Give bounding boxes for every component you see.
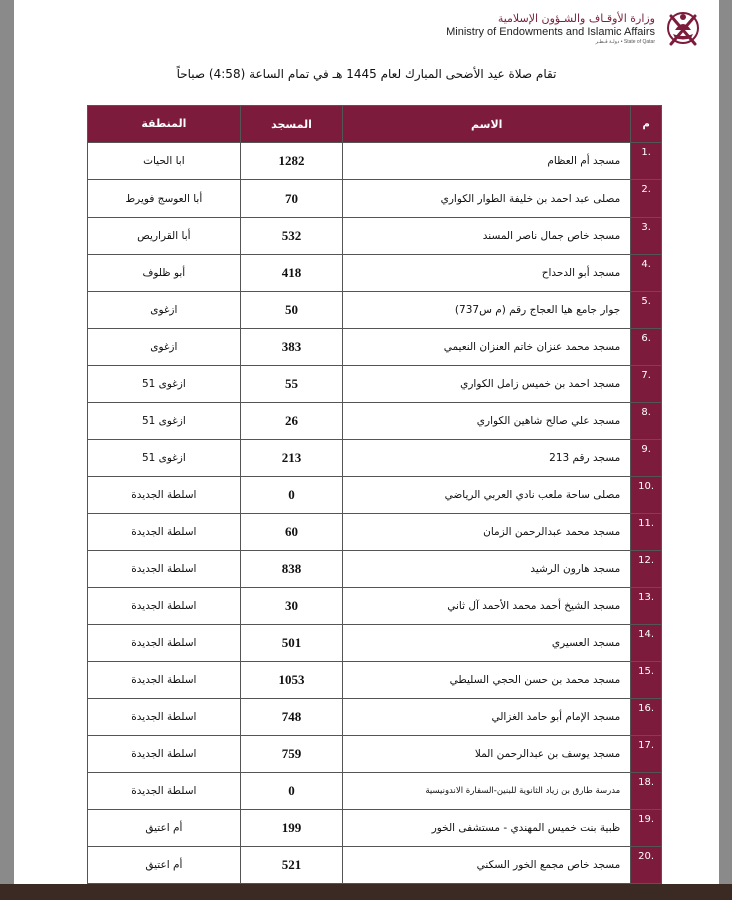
row-area: ابا الحيات	[88, 143, 241, 180]
row-name: مصلى عبد احمد بن خليفة الطوار الكواري	[343, 180, 631, 218]
table-row	[88, 403, 662, 440]
header-area: المنطقة	[88, 106, 241, 143]
ministry-header	[446, 8, 705, 58]
row-count: 1282	[240, 143, 343, 180]
table-row	[88, 218, 662, 255]
row-count: 30	[240, 588, 343, 625]
mosques-table	[87, 105, 662, 884]
row-name: مسجد هارون الرشيد	[343, 551, 631, 588]
row-num: .5	[631, 292, 662, 329]
row-count: 60	[240, 514, 343, 551]
row-name: مسجد علي صالح شاهين الكواري	[343, 403, 631, 440]
row-area: ازغوى	[88, 292, 241, 329]
row-name: مصلى ساحة ملعب نادي العربي الرياضي	[343, 477, 631, 514]
viewer-bottom-bar	[0, 884, 732, 900]
row-area: اسلطة الجديدة	[88, 699, 241, 736]
table-row	[88, 551, 662, 588]
table-row	[88, 329, 662, 366]
row-area: ازغوى 51	[88, 440, 241, 477]
row-count: 532	[240, 218, 343, 255]
row-area: ازغوى 51	[88, 366, 241, 403]
row-area: أبا القراريص	[88, 218, 241, 255]
row-num: .1	[631, 143, 662, 180]
table-row	[88, 736, 662, 773]
row-num: .13	[631, 588, 662, 625]
row-area: اسلطة الجديدة	[88, 625, 241, 662]
row-area: اسلطة الجديدة	[88, 736, 241, 773]
table-row	[88, 847, 662, 884]
ministry-name-block	[446, 12, 655, 46]
row-name: جوار جامع هيا العجاج رقم (م س737)	[343, 292, 631, 329]
row-num: .3	[631, 218, 662, 255]
row-name: مسجد الشيخ أحمد محمد الأحمد آل ثاني	[343, 588, 631, 625]
row-name: مدرسة طارق بن زياد الثانوية للبنين-السفارة الاندونيسية	[343, 773, 631, 810]
row-area: اسلطة الجديدة	[88, 477, 241, 514]
row-count: 55	[240, 366, 343, 403]
table-row	[88, 773, 662, 810]
row-count: 521	[240, 847, 343, 884]
row-num: .14	[631, 625, 662, 662]
row-count: 383	[240, 329, 343, 366]
row-name: مسجد أم العظام	[343, 143, 631, 180]
row-num: .12	[631, 551, 662, 588]
row-count: 0	[240, 477, 343, 514]
row-name: مسجد خاص مجمع الخور السكني	[343, 847, 631, 884]
table-row	[88, 625, 662, 662]
row-area: أبو ظلوف	[88, 255, 241, 292]
header-num: م	[631, 106, 662, 143]
header-count: المسجد	[240, 106, 343, 143]
row-num: .8	[631, 403, 662, 440]
row-num: .7	[631, 366, 662, 403]
row-count: 199	[240, 810, 343, 847]
row-area: ازغوى	[88, 329, 241, 366]
row-name: مسجد محمد عنزان خاتم العنزان النعيمي	[343, 329, 631, 366]
ministry-name-arabic: وزارة الأوقـاف والشـؤون الإسلامية	[497, 12, 655, 25]
table-header-row	[88, 106, 662, 143]
row-area: اسلطة الجديدة	[88, 773, 241, 810]
row-num: .16	[631, 699, 662, 736]
row-area: أم اعتيق	[88, 810, 241, 847]
row-count: 0	[240, 773, 343, 810]
table-body	[88, 143, 662, 884]
table-row	[88, 366, 662, 403]
document-title: تقام صلاة عيد الأضحى المبارك لعام 1445 هـ في تمام الساعة (4:58) صباحاً	[176, 67, 557, 81]
row-count: 838	[240, 551, 343, 588]
table-row	[88, 180, 662, 218]
row-num: .4	[631, 255, 662, 292]
row-area: اسلطة الجديدة	[88, 662, 241, 699]
row-num: .15	[631, 662, 662, 699]
row-name: مسجد يوسف بن عبدالرحمن الملا	[343, 736, 631, 773]
header-name: الاسم	[343, 106, 631, 143]
row-area: اسلطة الجديدة	[88, 514, 241, 551]
row-count: 1053	[240, 662, 343, 699]
row-name: مسجد العسيري	[343, 625, 631, 662]
row-name: مسجد الإمام أبو حامد الغزالي	[343, 699, 631, 736]
row-count: 26	[240, 403, 343, 440]
table-row	[88, 699, 662, 736]
row-num: .10	[631, 477, 662, 514]
row-num: .6	[631, 329, 662, 366]
row-area: أم اعتيق	[88, 847, 241, 884]
row-name: مسجد احمد بن خميس زامل الكواري	[343, 366, 631, 403]
row-num: .17	[631, 736, 662, 773]
row-num: .11	[631, 514, 662, 551]
row-num: .19	[631, 810, 662, 847]
document-page	[14, 0, 719, 884]
row-name: مسجد محمد بن حسن الحجي السليطي	[343, 662, 631, 699]
table-row	[88, 588, 662, 625]
ministry-name-english: Ministry of Endowments and Islamic Affairs	[446, 26, 655, 38]
row-num: .2	[631, 180, 662, 218]
row-num: .18	[631, 773, 662, 810]
qatar-emblem-icon	[661, 8, 705, 52]
row-count: 748	[240, 699, 343, 736]
row-name: مسجد خاص جمال ناصر المسند	[343, 218, 631, 255]
table-row	[88, 514, 662, 551]
row-area: اسلطة الجديدة	[88, 588, 241, 625]
row-count: 418	[240, 255, 343, 292]
table-row	[88, 477, 662, 514]
row-count: 50	[240, 292, 343, 329]
state-of-qatar: State of Qatar • دولـة قـطـر	[595, 39, 655, 45]
row-count: 759	[240, 736, 343, 773]
row-num: .20	[631, 847, 662, 884]
row-count: 70	[240, 180, 343, 218]
table-row	[88, 143, 662, 180]
row-count: 501	[240, 625, 343, 662]
row-name: مسجد محمد عبدالرحمن الزمان	[343, 514, 631, 551]
row-area: أبا العوسج فويرط	[88, 180, 241, 218]
row-area: اسلطة الجديدة	[88, 551, 241, 588]
table-row	[88, 662, 662, 699]
row-area: ازغوى 51	[88, 403, 241, 440]
row-count: 213	[240, 440, 343, 477]
table-row	[88, 440, 662, 477]
row-num: .9	[631, 440, 662, 477]
row-name: ظبية بنت خميس المهندي - مستشفى الخور	[343, 810, 631, 847]
table-row	[88, 292, 662, 329]
table-row	[88, 810, 662, 847]
row-name: مسجد أبو الدحداح	[343, 255, 631, 292]
row-name: مسجد رقم 213	[343, 440, 631, 477]
table-row	[88, 255, 662, 292]
